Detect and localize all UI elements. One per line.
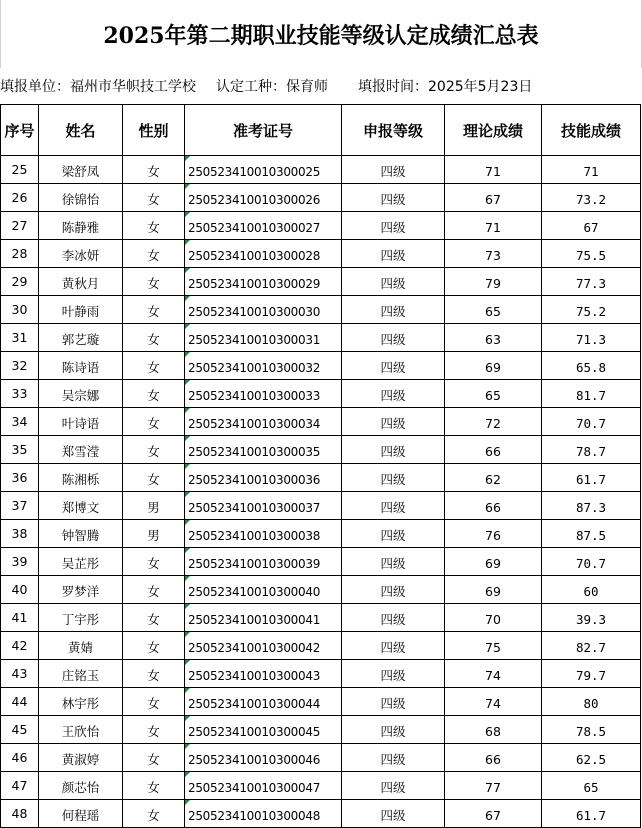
row-number: 46 [1, 744, 39, 772]
table-row [1, 492, 641, 520]
exam-ticket-number: 250523410010300036 [185, 464, 342, 492]
table-row [1, 548, 641, 576]
apply-level: 四级 [342, 436, 445, 464]
student-gender: 女 [123, 576, 185, 604]
student-gender: 女 [123, 380, 185, 408]
exam-ticket-number: 250523410010300045 [185, 716, 342, 744]
student-gender: 女 [123, 212, 185, 240]
header-no: 序号 [1, 105, 39, 156]
skill-score: 67 [542, 212, 641, 240]
student-name: 叶诗语 [39, 408, 123, 436]
theory-score: 65 [445, 296, 542, 324]
student-gender: 女 [123, 352, 185, 380]
apply-level: 四级 [342, 660, 445, 688]
student-gender: 男 [123, 520, 185, 548]
row-number: 45 [1, 716, 39, 744]
exam-ticket-number: 250523410010300047 [185, 772, 342, 800]
skill-score: 78.5 [542, 716, 641, 744]
student-name: 叶静雨 [39, 296, 123, 324]
student-gender: 女 [123, 240, 185, 268]
exam-ticket-number: 250523410010300025 [185, 156, 342, 184]
apply-level: 四级 [342, 156, 445, 184]
theory-score: 69 [445, 548, 542, 576]
skill-score: 61.7 [542, 464, 641, 492]
skill-score: 60 [542, 576, 641, 604]
skill-score: 71 [542, 156, 641, 184]
table-row [1, 716, 641, 744]
student-name: 林宇彤 [39, 688, 123, 716]
exam-ticket-number: 250523410010300030 [185, 296, 342, 324]
student-name: 黄婧 [39, 632, 123, 660]
skill-score: 70.7 [542, 548, 641, 576]
apply-level: 四级 [342, 492, 445, 520]
student-gender: 女 [123, 716, 185, 744]
apply-level: 四级 [342, 408, 445, 436]
student-gender: 女 [123, 632, 185, 660]
student-gender: 女 [123, 324, 185, 352]
apply-level: 四级 [342, 632, 445, 660]
row-number: 33 [1, 380, 39, 408]
apply-level: 四级 [342, 520, 445, 548]
skill-score: 87.5 [542, 520, 641, 548]
theory-score: 75 [445, 632, 542, 660]
table-row [1, 324, 641, 352]
sheet-title: 2025年第二期职业技能等级认定成绩汇总表 [0, 0, 642, 68]
header-name: 姓名 [39, 105, 123, 156]
info-row [0, 68, 640, 105]
theory-score: 65 [445, 380, 542, 408]
student-name: 钟智腾 [39, 520, 123, 548]
header-gender: 性别 [123, 105, 185, 156]
header-skill: 技能成绩 [542, 105, 641, 156]
student-name: 郑雪滢 [39, 436, 123, 464]
row-number: 27 [1, 212, 39, 240]
theory-score: 66 [445, 744, 542, 772]
exam-ticket-number: 250523410010300041 [185, 604, 342, 632]
student-gender: 女 [123, 800, 185, 828]
theory-score: 69 [445, 352, 542, 380]
apply-level: 四级 [342, 296, 445, 324]
apply-level: 四级 [342, 380, 445, 408]
row-number: 42 [1, 632, 39, 660]
skill-score: 75.5 [542, 240, 641, 268]
skill-score: 62.5 [542, 744, 641, 772]
table-row [1, 576, 641, 604]
table-row [1, 240, 641, 268]
student-name: 吴宗娜 [39, 380, 123, 408]
header-row [1, 105, 641, 156]
row-number: 34 [1, 408, 39, 436]
table-row [1, 352, 641, 380]
student-gender: 女 [123, 156, 185, 184]
fill-date: 填报时间：2025年5月23日 [358, 79, 533, 95]
table-row [1, 520, 641, 548]
student-gender: 女 [123, 548, 185, 576]
header-theory: 理论成绩 [445, 105, 542, 156]
skill-score: 65.8 [542, 352, 641, 380]
student-name: 郭艺璇 [39, 324, 123, 352]
table-row [1, 380, 641, 408]
apply-level: 四级 [342, 324, 445, 352]
row-number: 29 [1, 268, 39, 296]
table-row [1, 604, 641, 632]
row-number: 37 [1, 492, 39, 520]
apply-level: 四级 [342, 576, 445, 604]
row-number: 28 [1, 240, 39, 268]
row-number: 36 [1, 464, 39, 492]
table-row [1, 408, 641, 436]
apply-level: 四级 [342, 464, 445, 492]
theory-score: 71 [445, 156, 542, 184]
table-row [1, 212, 641, 240]
student-gender: 女 [123, 436, 185, 464]
student-name: 丁宇彤 [39, 604, 123, 632]
apply-level: 四级 [342, 240, 445, 268]
student-name: 梁舒凤 [39, 156, 123, 184]
theory-score: 67 [445, 184, 542, 212]
theory-score: 73 [445, 240, 542, 268]
student-gender: 女 [123, 184, 185, 212]
student-name: 王欣怡 [39, 716, 123, 744]
table-row [1, 744, 641, 772]
exam-ticket-number: 250523410010300037 [185, 492, 342, 520]
theory-score: 66 [445, 492, 542, 520]
student-gender: 女 [123, 660, 185, 688]
apply-level: 四级 [342, 548, 445, 576]
student-name: 黄淑婷 [39, 744, 123, 772]
skill-score: 81.7 [542, 380, 641, 408]
theory-score: 66 [445, 436, 542, 464]
skill-score: 78.7 [542, 436, 641, 464]
student-name: 陈诗语 [39, 352, 123, 380]
apply-level: 四级 [342, 604, 445, 632]
apply-level: 四级 [342, 184, 445, 212]
exam-ticket-number: 250523410010300033 [185, 380, 342, 408]
theory-score: 72 [445, 408, 542, 436]
theory-score: 76 [445, 520, 542, 548]
student-name: 陈湘栎 [39, 464, 123, 492]
table-row [1, 632, 641, 660]
skill-score: 39.3 [542, 604, 641, 632]
exam-ticket-number: 250523410010300027 [185, 212, 342, 240]
theory-score: 79 [445, 268, 542, 296]
row-number: 40 [1, 576, 39, 604]
theory-score: 74 [445, 660, 542, 688]
skill-score: 61.7 [542, 800, 641, 828]
exam-ticket-number: 250523410010300048 [185, 800, 342, 828]
table-row [1, 184, 641, 212]
row-number: 35 [1, 436, 39, 464]
exam-ticket-number: 250523410010300040 [185, 576, 342, 604]
apply-level: 四级 [342, 352, 445, 380]
student-gender: 女 [123, 744, 185, 772]
row-number: 43 [1, 660, 39, 688]
apply-level: 四级 [342, 772, 445, 800]
student-gender: 女 [123, 772, 185, 800]
table-row [1, 772, 641, 800]
exam-ticket-number: 250523410010300034 [185, 408, 342, 436]
theory-score: 67 [445, 800, 542, 828]
student-gender: 女 [123, 604, 185, 632]
theory-score: 70 [445, 604, 542, 632]
skill-score: 73.2 [542, 184, 641, 212]
apply-level: 四级 [342, 688, 445, 716]
skill-score: 70.7 [542, 408, 641, 436]
apply-level: 四级 [342, 744, 445, 772]
row-number: 26 [1, 184, 39, 212]
student-name: 黄秋月 [39, 268, 123, 296]
theory-score: 74 [445, 688, 542, 716]
table-row [1, 660, 641, 688]
student-gender: 女 [123, 296, 185, 324]
row-number: 25 [1, 156, 39, 184]
student-name: 陈静雅 [39, 212, 123, 240]
student-name: 李冰妍 [39, 240, 123, 268]
exam-ticket-number: 250523410010300046 [185, 744, 342, 772]
theory-score: 63 [445, 324, 542, 352]
student-name: 徐锦怡 [39, 184, 123, 212]
student-gender: 男 [123, 492, 185, 520]
skill-score: 79.7 [542, 660, 641, 688]
skill-score: 75.2 [542, 296, 641, 324]
theory-score: 71 [445, 212, 542, 240]
job-type: 认定工种：保育师 [216, 79, 328, 95]
skill-score: 82.7 [542, 632, 641, 660]
exam-ticket-number: 250523410010300031 [185, 324, 342, 352]
skill-score: 87.3 [542, 492, 641, 520]
header-id: 准考证号 [185, 105, 342, 156]
exam-ticket-number: 250523410010300038 [185, 520, 342, 548]
theory-score: 62 [445, 464, 542, 492]
skill-score: 65 [542, 772, 641, 800]
header-level: 申报等级 [342, 105, 445, 156]
theory-score: 77 [445, 772, 542, 800]
table-row [1, 296, 641, 324]
student-gender: 女 [123, 688, 185, 716]
exam-ticket-number: 250523410010300032 [185, 352, 342, 380]
score-table [0, 104, 641, 828]
table-row [1, 800, 641, 828]
exam-ticket-number: 250523410010300042 [185, 632, 342, 660]
row-number: 39 [1, 548, 39, 576]
skill-score: 80 [542, 688, 641, 716]
row-number: 41 [1, 604, 39, 632]
apply-level: 四级 [342, 212, 445, 240]
exam-ticket-number: 250523410010300026 [185, 184, 342, 212]
skill-score: 77.3 [542, 268, 641, 296]
row-number: 31 [1, 324, 39, 352]
student-name: 颜芯怡 [39, 772, 123, 800]
student-name: 罗梦洋 [39, 576, 123, 604]
exam-ticket-number: 250523410010300029 [185, 268, 342, 296]
skill-score: 71.3 [542, 324, 641, 352]
row-number: 30 [1, 296, 39, 324]
student-gender: 女 [123, 268, 185, 296]
row-number: 32 [1, 352, 39, 380]
row-number: 44 [1, 688, 39, 716]
theory-score: 69 [445, 576, 542, 604]
table-row [1, 688, 641, 716]
table-row [1, 156, 641, 184]
table-row [1, 268, 641, 296]
student-name: 何程瑶 [39, 800, 123, 828]
apply-level: 四级 [342, 268, 445, 296]
apply-level: 四级 [342, 800, 445, 828]
exam-ticket-number: 250523410010300035 [185, 436, 342, 464]
student-name: 郑博文 [39, 492, 123, 520]
exam-ticket-number: 250523410010300028 [185, 240, 342, 268]
table-row [1, 464, 641, 492]
table-row [1, 436, 641, 464]
student-name: 庄铭玉 [39, 660, 123, 688]
fill-unit: 填报单位：福州市华帜技工学校 [0, 79, 196, 95]
exam-ticket-number: 250523410010300039 [185, 548, 342, 576]
exam-ticket-number: 250523410010300044 [185, 688, 342, 716]
student-gender: 女 [123, 408, 185, 436]
theory-score: 68 [445, 716, 542, 744]
apply-level: 四级 [342, 716, 445, 744]
row-number: 48 [1, 800, 39, 828]
student-gender: 女 [123, 464, 185, 492]
row-number: 38 [1, 520, 39, 548]
exam-ticket-number: 250523410010300043 [185, 660, 342, 688]
row-number: 47 [1, 772, 39, 800]
student-name: 吴芷彤 [39, 548, 123, 576]
